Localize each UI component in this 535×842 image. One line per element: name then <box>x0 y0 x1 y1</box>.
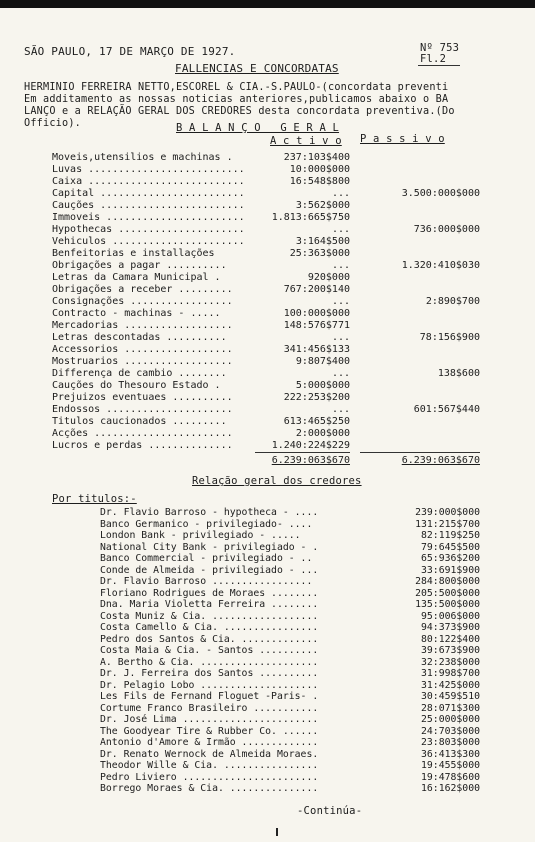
creditor-value: 82:119$250 <box>421 530 480 541</box>
balance-row <box>0 404 535 416</box>
intro-line-3: LANÇO e a RELAÇÃO GERAL DOS CREDORES desta concordata preventiva.(Do <box>24 106 455 117</box>
activo-sum-rule <box>255 452 350 453</box>
creditor-row <box>0 576 535 588</box>
scan-edge <box>0 0 535 8</box>
passivo-sum-rule <box>360 452 480 453</box>
creditor-value: 32:238$000 <box>421 656 480 668</box>
creditor-value: 24:703$000 <box>421 725 480 737</box>
creditor-value: 25:000$000 <box>421 714 480 725</box>
creditor-row <box>0 530 535 542</box>
creditor-row <box>0 599 535 611</box>
activo-value: ... <box>331 260 350 271</box>
creditor-row <box>0 714 535 726</box>
creditor-value: 16:162$000 <box>421 783 480 794</box>
creditor-name: Costa Camello & Cia. ................ <box>100 622 319 633</box>
activo-header: A c t i v o <box>270 135 342 147</box>
creditor-value: 31:998$700 <box>421 668 480 679</box>
balance-row <box>0 440 535 452</box>
balance-label: Caixa .......................... <box>52 176 245 187</box>
creditor-value: 19:455$000 <box>421 760 480 771</box>
passivo-value: 1.320:410$030 <box>401 260 480 271</box>
balance-row <box>0 284 535 296</box>
intro-line-2: Em additamento as nossas noticias anteriores,publicamos abaixo o BA <box>24 94 449 105</box>
balance-label: Lucros e perdas .............. <box>52 440 233 451</box>
creditor-name: The Goodyear Tire & Rubber Co. ...... <box>100 725 319 737</box>
creditor-row <box>0 749 535 761</box>
balance-label: Endossos ..................... <box>52 404 233 415</box>
creditor-name: Costa Maia & Cia. - Santos .......... <box>100 645 319 656</box>
activo-value: 10:000$000 <box>289 164 350 175</box>
activo-value: 5:000$000 <box>295 380 350 391</box>
creditor-row <box>0 737 535 749</box>
balance-label: Benfeitorias e installações <box>52 248 215 259</box>
creditor-name: Cortume Franco Brasileiro ........... <box>100 702 319 714</box>
activo-value: 25:363$000 <box>289 248 350 259</box>
creditor-row <box>0 691 535 703</box>
activo-value: ... <box>331 332 350 343</box>
creditor-name: Banco Germanico - privilegiado- .... <box>100 518 313 530</box>
balance-row <box>0 224 535 236</box>
balance-label: Cauções ........................ <box>52 200 245 211</box>
creditor-value: 33:691$900 <box>421 564 480 576</box>
balance-row <box>0 272 535 284</box>
creditor-row <box>0 703 535 715</box>
creditor-name: Pedro dos Santos & Cia. ............. <box>100 633 319 645</box>
balance-label: Moveis,utensilios e machinas . <box>52 152 233 163</box>
creditor-row <box>0 657 535 669</box>
balance-label: Immoveis ....................... <box>52 212 245 223</box>
creditor-name: Dr. Flavio Barroso ................. <box>100 576 313 587</box>
activo-value: 222:253$200 <box>283 392 350 403</box>
creditor-name: Les Fils de Fernand Floguet -Paris- . <box>100 691 319 702</box>
balance-label: Titulos caucionados ......... <box>52 416 227 427</box>
balance-row <box>0 392 535 404</box>
creditor-row <box>0 588 535 600</box>
creditor-name: Borrego Moraes & Cia. ............... <box>100 783 319 794</box>
balance-row <box>0 308 535 320</box>
balance-label: Accessorios .................. <box>52 344 233 355</box>
creditor-row <box>0 519 535 531</box>
balance-row <box>0 368 535 380</box>
balanco-title: B A L A N Ç O G E R A L <box>176 122 340 134</box>
balance-label: Vehiculos ...................... <box>52 236 245 247</box>
creditor-value: 30:459$510 <box>421 691 480 702</box>
passivo-header: P a s s i v o <box>360 133 445 145</box>
passivo-value: 2:890$700 <box>425 296 480 307</box>
balance-row <box>0 152 535 164</box>
activo-value: 1.813:665$750 <box>271 212 350 223</box>
activo-value: 1.240:224$229 <box>271 440 350 451</box>
creditor-row <box>0 760 535 772</box>
creditor-value: 80:122$400 <box>421 633 480 645</box>
balance-label: Mostruarios .................. <box>52 356 233 367</box>
creditor-row <box>0 611 535 623</box>
balance-row <box>0 164 535 176</box>
creditor-row <box>0 668 535 680</box>
continua-label: -Continúa- <box>297 805 363 817</box>
creditor-row <box>0 726 535 738</box>
balance-row <box>0 428 535 440</box>
creditor-name: London Bank - privilegiado - ..... <box>100 530 301 541</box>
creditor-name: Dr. José Lima ....................... <box>100 714 319 725</box>
creditor-name: Theodor Wille & Cia. ................ <box>100 760 319 771</box>
creditor-value: 36:413$300 <box>421 748 480 760</box>
passivo-value: 3.500:000$000 <box>401 188 480 199</box>
creditor-name: Dna. Maria Violetta Ferreira ........ <box>100 599 319 610</box>
creditor-value: 205:500$000 <box>415 587 480 599</box>
creditor-row <box>0 565 535 577</box>
activo-value: 9:807$400 <box>295 356 350 367</box>
balance-label: Acções ....................... <box>52 428 233 439</box>
creditor-row <box>0 622 535 634</box>
creditor-name: Dr. Flavio Barroso - hypotheca - .... <box>100 507 319 518</box>
creditor-row <box>0 542 535 554</box>
creditor-row <box>0 645 535 657</box>
creditor-name: Dr. J. Ferreira dos Santos .......... <box>100 668 319 679</box>
creditor-row <box>0 507 535 519</box>
balance-row <box>0 260 535 272</box>
balance-label: Mercadorias .................. <box>52 320 233 331</box>
creditor-value: 284:800$000 <box>415 576 480 587</box>
balance-label: Cauções do Thesouro Estado . <box>52 380 221 391</box>
intro-line-1: HERMINIO FERREIRA NETTO,ESCOREL & CIA.-S.PAULO-(concordata preventi <box>24 82 449 93</box>
balance-label: Consignações ................. <box>52 296 233 307</box>
por-titulos-label: Por titulos:- <box>52 493 137 505</box>
creditor-value: 135:500$000 <box>415 599 480 610</box>
reference-sheet: Fl.2 <box>420 53 447 65</box>
balance-label: Prejuizos eventuaes .......... <box>52 392 233 403</box>
creditor-value: 28:071$300 <box>421 702 480 714</box>
balance-row <box>0 356 535 368</box>
passivo-value: 78:156$900 <box>419 332 480 343</box>
activo-value: ... <box>331 296 350 307</box>
creditor-value: 239:000$000 <box>415 507 480 518</box>
activo-value: 920$000 <box>307 272 350 283</box>
creditor-name: Dr. Renato Wernock de Almeida Moraes. <box>100 748 319 760</box>
balance-label: Letras da Camara Municipal . <box>52 272 221 283</box>
balance-row <box>0 188 535 200</box>
balance-row <box>0 320 535 332</box>
activo-total: 6.239:063$670 <box>271 455 350 466</box>
creditor-value: 19:478$600 <box>421 771 480 783</box>
balance-row <box>0 248 535 260</box>
section-title: FALLENCIAS E CONCORDATAS <box>175 62 339 75</box>
activo-value: ... <box>331 368 350 379</box>
activo-value: 100:000$000 <box>283 308 350 319</box>
creditor-row <box>0 553 535 565</box>
passivo-total: 6.239:063$670 <box>401 455 480 466</box>
creditor-value: 131:215$700 <box>415 518 480 530</box>
balance-label: Capital ........................ <box>52 188 245 199</box>
creditor-name: National City Bank - privilegiado - . <box>100 541 319 553</box>
creditor-row <box>0 772 535 784</box>
balance-label: Luvas .......................... <box>52 164 245 175</box>
activo-value: ... <box>331 404 350 415</box>
balance-row <box>0 176 535 188</box>
activo-value: 3:164$500 <box>295 236 350 247</box>
creditor-name: Floriano Rodrigues de Moraes ........ <box>100 587 319 599</box>
creditor-value: 79:645$500 <box>421 541 480 553</box>
balance-label: Contracto - machinas - ..... <box>52 308 221 319</box>
creditor-value: 94:373$900 <box>421 622 480 633</box>
creditor-value: 95:006$000 <box>421 610 480 622</box>
creditors-title: Relação geral dos credores <box>192 475 362 487</box>
balance-label: Obrigações a pagar .......... <box>52 260 227 271</box>
activo-value: 2:000$000 <box>295 428 350 439</box>
balance-row <box>0 344 535 356</box>
activo-value: ... <box>331 188 350 199</box>
creditor-value: 39:673$900 <box>421 645 480 656</box>
creditor-name: Antonio d'Amore & Irmão ............. <box>100 737 319 748</box>
balance-row <box>0 296 535 308</box>
balance-label: Letras descontadas .......... <box>52 332 227 343</box>
ref-underline <box>418 65 460 66</box>
balance-row <box>0 332 535 344</box>
balance-row <box>0 416 535 428</box>
activo-value: 148:576$771 <box>283 320 350 331</box>
balance-label: Obrigações a receber ......... <box>52 284 233 295</box>
balance-label: Differença de cambio ........ <box>52 368 227 379</box>
creditor-row <box>0 783 535 795</box>
passivo-value: 138$600 <box>437 368 480 379</box>
creditor-row <box>0 680 535 692</box>
reference-number: Nº 753 <box>420 42 460 54</box>
creditor-row <box>0 634 535 646</box>
activo-value: 16:548$800 <box>289 176 350 187</box>
activo-value: 767:200$140 <box>283 284 350 295</box>
activo-value: 341:456$133 <box>283 344 350 355</box>
creditor-value: 23:803$000 <box>421 737 480 748</box>
activo-value: 613:465$250 <box>283 416 350 427</box>
totals-row <box>0 455 535 467</box>
creditor-value: 65:936$200 <box>421 553 480 564</box>
balance-row <box>0 236 535 248</box>
intro-line-4: Officio). <box>24 118 82 129</box>
activo-value: ... <box>331 224 350 235</box>
punch-mark <box>276 828 278 836</box>
activo-value: 3:562$000 <box>295 200 350 211</box>
balance-row <box>0 380 535 392</box>
creditor-name: A. Bertho & Cia. .................... <box>100 656 319 668</box>
dateline: SÃO PAULO, 17 DE MARÇO DE 1927. <box>24 45 236 58</box>
creditor-name: Conde de Almeida - privilegiado - ... <box>100 564 319 576</box>
passivo-value: 736:000$000 <box>413 224 480 235</box>
activo-value: 237:103$400 <box>283 152 350 163</box>
balance-row <box>0 212 535 224</box>
creditor-value: 31:425$000 <box>421 679 480 691</box>
balance-label: Hypothecas ..................... <box>52 224 245 235</box>
creditor-name: Dr. Pelagio Lobo .................... <box>100 679 319 691</box>
creditor-name: Pedro Liviero ....................... <box>100 771 319 783</box>
balance-row <box>0 200 535 212</box>
passivo-value: 601:567$440 <box>413 404 480 415</box>
creditor-name: Banco Commercial - privilegiado - .. <box>100 553 313 564</box>
creditor-name: Costa Muniz & Cia. .................. <box>100 610 319 622</box>
